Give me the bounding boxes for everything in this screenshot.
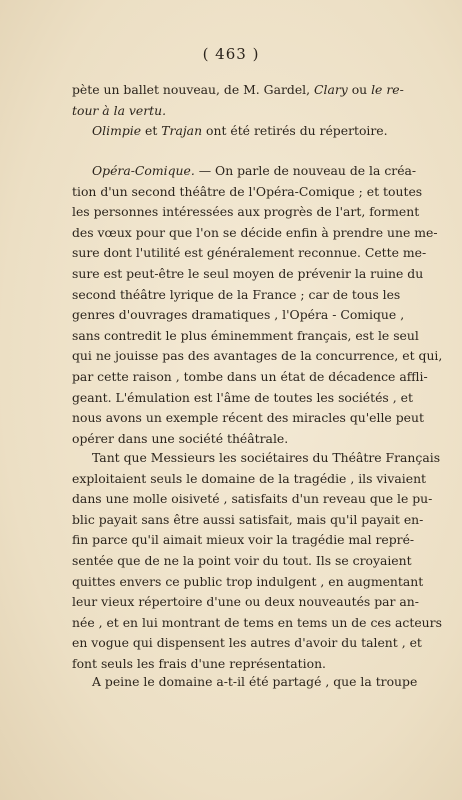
line-text: fin parce qu'il aimait mieux voir la tragédie mal repré- xyxy=(72,532,415,548)
text-line xyxy=(72,80,404,101)
text-line xyxy=(72,305,405,326)
text-line xyxy=(72,161,417,182)
line-text: par cette raison , tombe dans un état de décadence affli- xyxy=(72,368,428,384)
line-text: font seuls les frais d'une représentation. xyxy=(72,655,326,671)
line-text: en vogue qui dispensent les autres d'avoir du talent , et xyxy=(72,635,422,651)
line-text: les personnes intéressées aux progrès de l'art, forment xyxy=(72,204,420,220)
line-text: sentée que de ne la point voir du tout. Ils se croyaient xyxy=(72,552,412,568)
text-line xyxy=(72,633,422,654)
text-line xyxy=(72,326,419,347)
paragraph-domaine xyxy=(72,672,418,693)
line-text: opérer dans une société théâtrale. xyxy=(72,430,289,446)
paragraph-opera-comique xyxy=(72,161,443,449)
text-line xyxy=(72,551,412,572)
line-text: exploitaient seuls le domaine de la tragédie , ils vivaient xyxy=(72,470,427,486)
line-text: sans contredit le plus éminemment français, est le seul xyxy=(72,327,419,343)
text-line xyxy=(72,367,428,388)
text-line xyxy=(72,572,424,593)
line-text: quittes envers ce public trop indulgent , en augmentant xyxy=(72,573,424,589)
text-line xyxy=(72,592,419,613)
line-text: A peine le domaine a-t-il été partagé , que la troupe xyxy=(92,674,418,689)
text-line xyxy=(72,243,427,264)
line-text: leur vieux répertoire d'une ou deux nouveautés par an- xyxy=(72,594,419,610)
line-text: second théâtre lyrique de la France ; car de tous les xyxy=(72,286,401,302)
text-line xyxy=(72,672,418,693)
paragraph-theatre-francais xyxy=(72,448,442,675)
text-line xyxy=(72,469,427,490)
line-text: Opéra-Comique. — On parle de nouveau de la créa- xyxy=(92,163,417,178)
line-text: nous avons un exemple récent des miracles qu'elle peut xyxy=(72,410,424,426)
text-line xyxy=(72,121,397,142)
line-text: des vœux pour que l'on se décide enfin à prendre une me- xyxy=(72,224,438,240)
text-line xyxy=(72,264,424,285)
text-line xyxy=(72,388,413,409)
text-line xyxy=(72,202,420,223)
line-text: tion d'un second théâtre de l'Opéra-Comique ; et toutes xyxy=(72,183,423,199)
line-text: tour à la vertu. xyxy=(72,102,167,118)
paragraph-ballet xyxy=(72,80,404,121)
line-text: blic payait sans être aussi satisfait, mais qu'il payait en- xyxy=(72,511,424,527)
text-line xyxy=(72,223,438,244)
text-line xyxy=(72,510,424,531)
text-line xyxy=(72,429,397,450)
text-line xyxy=(72,101,397,122)
line-text: Olimpie et Trajan ont été retirés du répertoire. xyxy=(92,123,388,138)
line-text: née , et en lui montrant de tems en tems un de ces acteurs xyxy=(72,614,442,630)
line-text: sure dont l'utilité est généralement reconnue. Cette me- xyxy=(72,245,427,261)
text-line xyxy=(72,448,441,469)
text-line xyxy=(72,346,443,367)
page-number: ( 463 ) xyxy=(202,45,260,63)
line-text: Tant que Messieurs les sociétaires du Théâtre Français xyxy=(92,450,441,465)
text-line xyxy=(72,285,401,306)
line-text: genres d'ouvrages dramatiques , l'Opéra - Comique , xyxy=(72,307,405,323)
line-text: dans une molle oisiveté , satisfaits d'un reveau que le pu- xyxy=(72,491,433,507)
text-line xyxy=(72,530,415,551)
text-line xyxy=(72,182,423,203)
line-text: pète un ballet nouveau, de M. Gardel, Clary ou le re- xyxy=(72,82,404,97)
text-line xyxy=(72,613,442,634)
text-line xyxy=(72,489,433,510)
line-text: geant. L'émulation est l'âme de toutes les sociétés , et xyxy=(72,389,413,405)
line-text: qui ne jouisse pas des avantages de la concurrence, et qui, xyxy=(72,348,443,364)
paragraph-retired xyxy=(72,121,397,142)
text-line xyxy=(72,408,424,429)
line-text: sure est peut-être le seul moyen de prévenir la ruine du xyxy=(72,265,424,281)
